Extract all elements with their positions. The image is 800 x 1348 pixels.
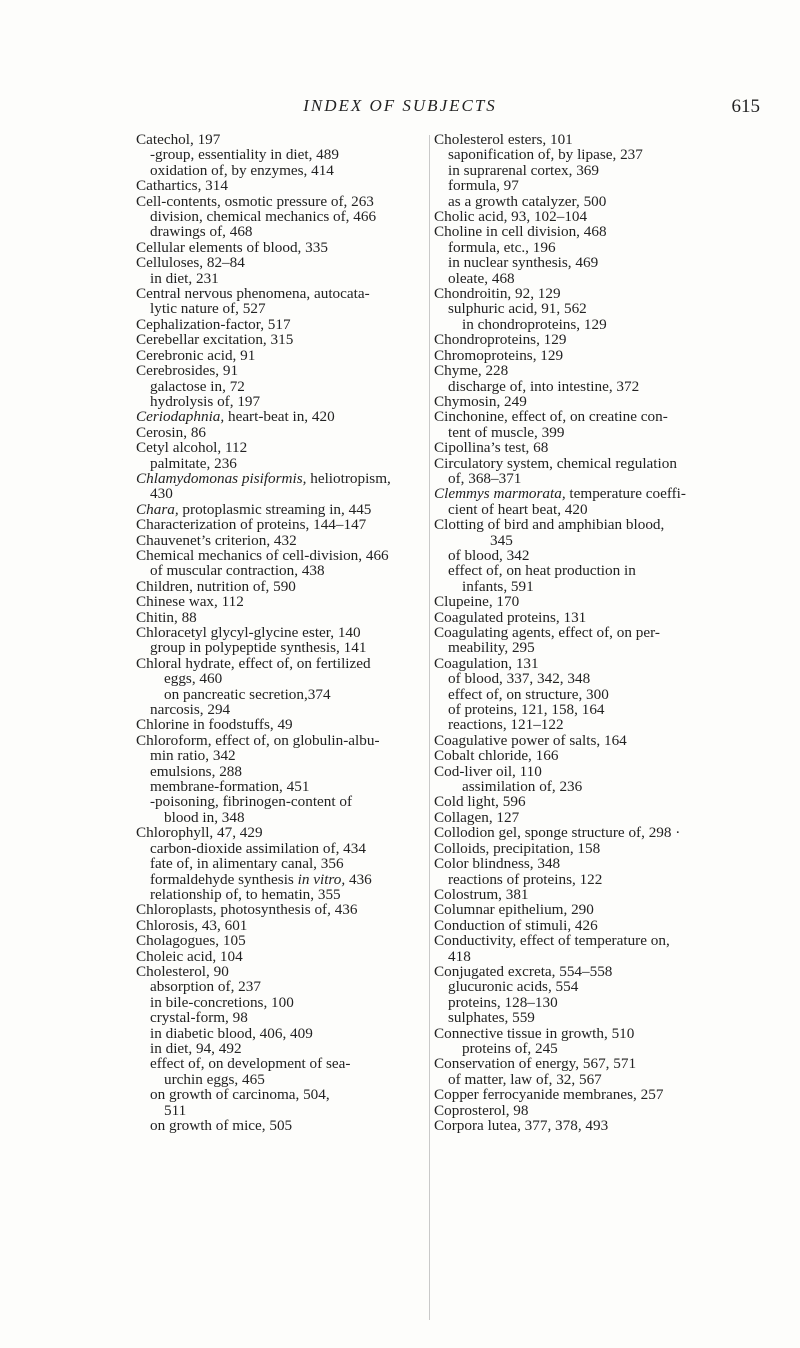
index-entry — [434, 502, 774, 517]
index-entry-text: Cold light, 596 — [434, 793, 526, 811]
index-entry — [136, 825, 436, 840]
index-entry — [434, 517, 774, 532]
index-entry-text: of proteins, 121, 158, 164 — [448, 701, 605, 719]
index-entry-text: of muscular contraction, 438 — [150, 562, 325, 580]
index-entry-text: Circulatory system, chemical regulation — [434, 454, 677, 472]
index-entry — [136, 656, 436, 671]
index-entry-text: Collodion gel, sponge structure of, 298 · — [434, 824, 681, 842]
index-entry — [136, 594, 436, 609]
index-entry — [434, 702, 774, 717]
index-entry-text: oleate, 468 — [448, 269, 515, 287]
index-entry — [136, 1056, 436, 1071]
index-entry — [136, 301, 436, 316]
index-entry — [434, 640, 774, 655]
index-entry-text: in suprarenal cortex, 369 — [448, 161, 599, 179]
index-entry-text: Choline in cell division, 468 — [434, 223, 607, 241]
index-entry — [136, 1118, 436, 1133]
index-entry-text: Corpora lutea, 377, 378, 493 — [434, 1117, 609, 1134]
index-entry — [136, 810, 436, 825]
index-entry-text: Collagen, 127 — [434, 808, 520, 826]
index-entry — [434, 579, 774, 594]
index-entry-text: Cholagogues, 105 — [136, 932, 246, 950]
index-entry-text: Cholic acid, 93, 102–104 — [434, 208, 588, 226]
index-entry-text: sulphates, 559 — [448, 1009, 535, 1027]
index-entry — [434, 486, 774, 501]
index-entry — [136, 240, 436, 255]
index-entry-text: in diabetic blood, 406, 409 — [150, 1024, 313, 1042]
index-entry-text: Chloroform, effect of, on globulin-albu- — [136, 731, 380, 749]
index-entry — [434, 379, 774, 394]
index-entry-text: on pancreatic secretion,374 — [164, 685, 331, 703]
index-entry-text: of matter, law of, 32, 567 — [448, 1070, 602, 1088]
index-entry-text: effect of, on development of sea- — [150, 1055, 351, 1073]
index-entry-text: effect of, on heat production in — [448, 562, 636, 580]
index-entry-text: infants, 591 — [462, 577, 534, 595]
index-entry-text: Cholesterol esters, 101 — [434, 131, 573, 148]
index-entry-italic: Clemmys marmorata, — [434, 485, 566, 503]
index-entry-text: Clotting of bird and amphibian blood, — [434, 516, 665, 534]
index-entry-text: formula, etc., 196 — [448, 238, 556, 256]
index-entry — [136, 702, 436, 717]
index-entry-text: Characterization of proteins, 144–147 — [136, 516, 367, 534]
index-entry-text: Chyme, 228 — [434, 362, 509, 380]
index-entry — [434, 563, 774, 578]
index-entry — [136, 1041, 436, 1056]
index-entry — [136, 1010, 436, 1025]
index-entry-text: Chlorosis, 43, 601 — [136, 916, 248, 934]
index-entry-text: saponification of, by lipase, 237 — [448, 146, 643, 164]
index-entry — [136, 224, 436, 239]
page-number: 615 — [731, 96, 760, 117]
index-entry — [136, 687, 436, 702]
index-entry — [434, 409, 774, 424]
index-entry — [434, 209, 774, 224]
index-entry — [434, 363, 774, 378]
index-entry — [434, 332, 774, 347]
index-entry — [434, 533, 774, 548]
index-entry — [434, 964, 774, 979]
index-entry-text: Coagulative power of salts, 164 — [434, 731, 627, 749]
index-entry — [434, 1010, 774, 1025]
index-entry — [136, 979, 436, 994]
index-entry-text: -group, essentiality in diet, 489 — [150, 146, 339, 164]
index-entry — [434, 933, 774, 948]
index-entry-text: 418 — [448, 947, 471, 965]
index-column-left — [136, 132, 436, 1133]
index-entry — [136, 1072, 436, 1087]
index-entry — [136, 887, 436, 902]
index-entry-text: Celluloses, 82–84 — [136, 254, 245, 272]
index-entry-text: Coprosterol, 98 — [434, 1101, 529, 1119]
index-entry-text: Chromoproteins, 129 — [434, 346, 564, 364]
index-entry — [136, 764, 436, 779]
page-header — [0, 96, 800, 120]
index-entry-text: Cathartics, 314 — [136, 177, 228, 195]
index-entry — [434, 979, 774, 994]
index-entry — [136, 332, 436, 347]
index-entry-text: min ratio, 342 — [150, 747, 236, 765]
index-entry-text: Cinchonine, effect of, on creatine con- — [434, 408, 668, 426]
index-entry-text: in diet, 94, 492 — [150, 1039, 242, 1057]
index-entry-italic: Chara, — [136, 500, 179, 518]
index-entry-text: oxidation of, by enzymes, 414 — [150, 161, 334, 179]
index-entry — [434, 856, 774, 871]
index-entry — [434, 240, 774, 255]
index-entry — [434, 902, 774, 917]
index-entry-text: Chemical mechanics of cell-division, 466 — [136, 546, 389, 564]
index-entry — [136, 579, 436, 594]
index-entry — [136, 132, 436, 147]
index-entry-italic: Ceriodaphnia, — [136, 408, 225, 426]
index-entry-text: heart-beat in, 420 — [224, 408, 335, 426]
index-entry — [434, 394, 774, 409]
index-entry-text: reactions of proteins, 122 — [448, 870, 603, 888]
index-entry — [136, 517, 436, 532]
index-entry — [434, 779, 774, 794]
column-divider — [429, 135, 430, 1320]
index-entry — [434, 132, 774, 147]
index-entry — [434, 625, 774, 640]
index-entry-text: of blood, 342 — [448, 546, 530, 564]
index-entry — [136, 625, 436, 640]
index-entry — [434, 656, 774, 671]
index-entry-text: on growth of mice, 505 — [150, 1117, 293, 1134]
index-entry — [136, 671, 436, 686]
index-entry — [434, 1026, 774, 1041]
index-entry — [434, 995, 774, 1010]
index-entry-text: Chloroplasts, photosynthesis of, 436 — [136, 901, 358, 919]
index-entry — [136, 933, 436, 948]
running-title: INDEX OF SUBJECTS — [303, 96, 497, 115]
index-entry-text: Children, nutrition of, 590 — [136, 577, 296, 595]
index-entry-text: 436 — [345, 870, 372, 888]
index-entry — [136, 563, 436, 578]
index-entry — [136, 502, 436, 517]
index-entry — [434, 687, 774, 702]
index-entry — [136, 856, 436, 871]
index-entry-text: Coagulation, 131 — [434, 654, 539, 672]
index-entry-text: Cerosin, 86 — [136, 423, 207, 441]
index-entry-text: protoplasmic streaming in, 445 — [178, 500, 372, 518]
index-entry-text: discharge of, into intestine, 372 — [448, 377, 640, 395]
index-entry-text: Chlorophyll, 47, 429 — [136, 824, 263, 842]
index-entry-text: Chlorine in foodstuffs, 49 — [136, 716, 293, 734]
index-entry-text: 430 — [150, 485, 173, 503]
index-entry — [434, 887, 774, 902]
index-entry-text: lytic nature of, 527 — [150, 300, 266, 318]
index-entry-text: Central nervous phenomena, autocata- — [136, 285, 370, 303]
index-entry — [434, 794, 774, 809]
index-entry-text: temperature coeffi- — [565, 485, 686, 503]
index-entry-text: of, 368–371 — [448, 469, 522, 487]
index-entry — [434, 178, 774, 193]
index-entry — [136, 178, 436, 193]
index-entry — [136, 995, 436, 1010]
index-entry — [434, 301, 774, 316]
index-entry — [136, 456, 436, 471]
index-entry-text: in diet, 231 — [150, 269, 219, 287]
index-entry — [136, 394, 436, 409]
index-entry — [136, 425, 436, 440]
index-entry-text: Cerebrosides, 91 — [136, 362, 239, 380]
index-entry — [136, 409, 436, 424]
index-entry-text: narcosis, 294 — [150, 701, 231, 719]
index-column-right — [434, 132, 774, 1133]
index-entry — [434, 548, 774, 563]
index-entry-text: Color blindness, 348 — [434, 855, 561, 873]
index-entry — [434, 1041, 774, 1056]
index-entry-text: Conduction of stimuli, 426 — [434, 916, 598, 934]
index-entry-text: Chloral hydrate, effect of, on fertilized — [136, 654, 371, 672]
index-entry — [136, 533, 436, 548]
index-entry — [434, 1056, 774, 1071]
index-entry-text: Chondroitin, 92, 129 — [434, 285, 561, 303]
index-entry-text: meability, 295 — [448, 639, 535, 657]
index-entry-text: urchin eggs, 465 — [164, 1070, 265, 1088]
index-entry — [136, 902, 436, 917]
index-entry — [434, 918, 774, 933]
index-entry — [136, 471, 436, 486]
index-entry — [136, 841, 436, 856]
index-entry — [434, 194, 774, 209]
index-entry-text: drawings of, 468 — [150, 223, 253, 241]
index-entry — [434, 841, 774, 856]
index-entry-text: Chinese wax, 112 — [136, 593, 244, 611]
index-entry — [434, 471, 774, 486]
index-entry — [136, 548, 436, 563]
index-entry-text: Cell-contents, osmotic pressure of, 263 — [136, 192, 374, 210]
index-entry-text: sulphuric acid, 91, 562 — [448, 300, 587, 318]
index-entry — [434, 733, 774, 748]
index-entry-text: Chloracetyl glycyl-glycine ester, 140 — [136, 624, 361, 641]
index-entry-text: on growth of carcinoma, 504, — [150, 1086, 330, 1104]
index-entry-text: Chitin, 88 — [136, 608, 197, 626]
index-entry-text: Colloids, precipitation, 158 — [434, 839, 601, 857]
index-entry-text: Cerebronic acid, 91 — [136, 346, 256, 364]
index-entry — [434, 1103, 774, 1118]
index-entry-text: Colostrum, 381 — [434, 885, 529, 903]
index-entry — [136, 286, 436, 301]
index-entry — [136, 918, 436, 933]
index-entry-text: Conductivity, effect of temperature on, — [434, 932, 670, 950]
index-entry — [136, 209, 436, 224]
index-entry — [434, 271, 774, 286]
index-entry — [136, 194, 436, 209]
index-entry-text: membrane-formation, 451 — [150, 778, 310, 796]
index-entry-text: palmitate, 236 — [150, 454, 237, 472]
index-entry — [434, 810, 774, 825]
index-entry-text: cient of heart beat, 420 — [448, 500, 588, 518]
index-entry — [136, 717, 436, 732]
index-entry-text: Columnar epithelium, 290 — [434, 901, 594, 919]
index-entry-text: galactose in, 72 — [150, 377, 245, 395]
index-entry — [136, 379, 436, 394]
index-entry-text: Cetyl alcohol, 112 — [136, 439, 248, 457]
index-entry — [434, 255, 774, 270]
index-entry-text: -poisoning, fibrinogen-content of — [150, 793, 353, 811]
index-entry-text: crystal-form, 98 — [150, 1009, 248, 1027]
index-entry-text: 345 — [490, 531, 513, 549]
index-entry-text: Clupeine, 170 — [434, 593, 520, 611]
index-entry — [136, 794, 436, 809]
index-entry-text: fate of, in alimentary canal, 356 — [150, 855, 344, 873]
index-entry-text: effect of, on structure, 300 — [448, 685, 609, 703]
index-entry — [434, 594, 774, 609]
index-entry-text: formula, 97 — [448, 177, 519, 195]
index-entry — [434, 949, 774, 964]
index-entry — [434, 147, 774, 162]
index-entry — [434, 286, 774, 301]
index-entry-text: Conjugated excreta, 554–558 — [434, 962, 613, 980]
index-entry-text: in bile-concretions, 100 — [150, 993, 294, 1011]
index-entry — [434, 440, 774, 455]
index-entry-text: hydrolysis of, 197 — [150, 392, 261, 410]
index-entry-text: Cod-liver oil, 110 — [434, 762, 542, 780]
index-entry-text: Chauvenet’s criterion, 432 — [136, 531, 297, 549]
index-entry — [136, 163, 436, 178]
index-entry — [136, 348, 436, 363]
index-entry — [434, 748, 774, 763]
index-entry-text: assimilation of, 236 — [462, 778, 583, 796]
index-entry-text: Cobalt chloride, 166 — [434, 747, 559, 765]
index-entry-italic: in vitro, — [297, 870, 346, 888]
index-entry-text: heliotropism, — [306, 469, 391, 487]
index-entry-text: glucuronic acids, 554 — [448, 978, 579, 996]
index-entry — [136, 486, 436, 501]
index-entry-text: blood in, 348 — [164, 808, 245, 826]
index-entry-text: tent of muscle, 399 — [448, 423, 565, 441]
index-entry-text: Catechol, 197 — [136, 131, 221, 148]
index-entry — [434, 1087, 774, 1102]
index-entry-text: eggs, 460 — [164, 670, 223, 688]
index-entry — [136, 317, 436, 332]
index-entry — [136, 440, 436, 455]
index-entry-text: relationship of, to hematin, 355 — [150, 885, 341, 903]
index-entry — [434, 224, 774, 239]
index-entry-text: Cholesterol, 90 — [136, 962, 229, 980]
index-entry — [136, 964, 436, 979]
index-entry-text: emulsions, 288 — [150, 762, 242, 780]
index-entry-text: as a growth catalyzer, 500 — [448, 192, 607, 210]
index-entry — [434, 425, 774, 440]
index-entry-text: 511 — [164, 1101, 187, 1119]
index-entry — [136, 147, 436, 162]
index-entry-text: Cipollina’s test, 68 — [434, 439, 549, 457]
index-entry-text: in nuclear synthesis, 469 — [448, 254, 599, 272]
index-entry-text: group in polypeptide synthesis, 141 — [150, 639, 367, 657]
index-entry — [434, 1118, 774, 1133]
index-entry — [136, 363, 436, 378]
index-entry-text: Coagulated proteins, 131 — [434, 608, 587, 626]
index-entry — [136, 872, 436, 887]
index-entry-text: absorption of, 237 — [150, 978, 261, 996]
index-entry — [434, 317, 774, 332]
index-entry-text: proteins, 128–130 — [448, 993, 558, 1011]
index-entry-text: Coagulating agents, effect of, on per- — [434, 624, 660, 641]
index-entry-text: proteins of, 245 — [462, 1039, 558, 1057]
index-entry — [136, 1103, 436, 1118]
index-entry-text: Cephalization-factor, 517 — [136, 315, 291, 333]
index-entry — [136, 733, 436, 748]
index-entry — [434, 1072, 774, 1087]
index-entry — [136, 271, 436, 286]
index-entry — [434, 764, 774, 779]
index-entry — [136, 255, 436, 270]
index-entry-text: reactions, 121–122 — [448, 716, 564, 734]
index-entry — [434, 348, 774, 363]
index-entry — [136, 640, 436, 655]
index-entry — [434, 163, 774, 178]
index-entry — [136, 610, 436, 625]
index-entry — [434, 671, 774, 686]
index-entry-text: Chymosin, 249 — [434, 392, 527, 410]
index-entry-text: Choleic acid, 104 — [136, 947, 243, 965]
index-entry-text: Conservation of energy, 567, 571 — [434, 1055, 637, 1073]
index-entry-text: Cellular elements of blood, 335 — [136, 238, 328, 256]
index-entry-text: division, chemical mechanics of, 466 — [150, 208, 377, 226]
index-entry-text: carbon-dioxide assimilation of, 434 — [150, 839, 366, 857]
index-entry-text: Cerebellar excitation, 315 — [136, 331, 294, 349]
index-entry — [136, 1087, 436, 1102]
index-entry — [136, 779, 436, 794]
index-entry-text: of blood, 337, 342, 348 — [448, 670, 591, 688]
index-entry-text: Copper ferrocyanide membranes, 257 — [434, 1086, 664, 1104]
index-entry — [434, 717, 774, 732]
index-entry — [136, 1026, 436, 1041]
index-entry — [434, 456, 774, 471]
index-entry — [434, 610, 774, 625]
index-entry-text: Chondroproteins, 129 — [434, 331, 567, 349]
index-entry-text: Connective tissue in growth, 510 — [434, 1024, 635, 1042]
index-entry — [136, 748, 436, 763]
index-entry-text: formaldehyde synthesis — [150, 870, 298, 888]
index-entry — [434, 825, 774, 840]
index-entry-italic: Chlamydomonas pisiformis, — [136, 469, 307, 487]
index-entry-text: in chondroproteins, 129 — [462, 315, 607, 333]
index-entry — [136, 949, 436, 964]
index-entry — [434, 872, 774, 887]
